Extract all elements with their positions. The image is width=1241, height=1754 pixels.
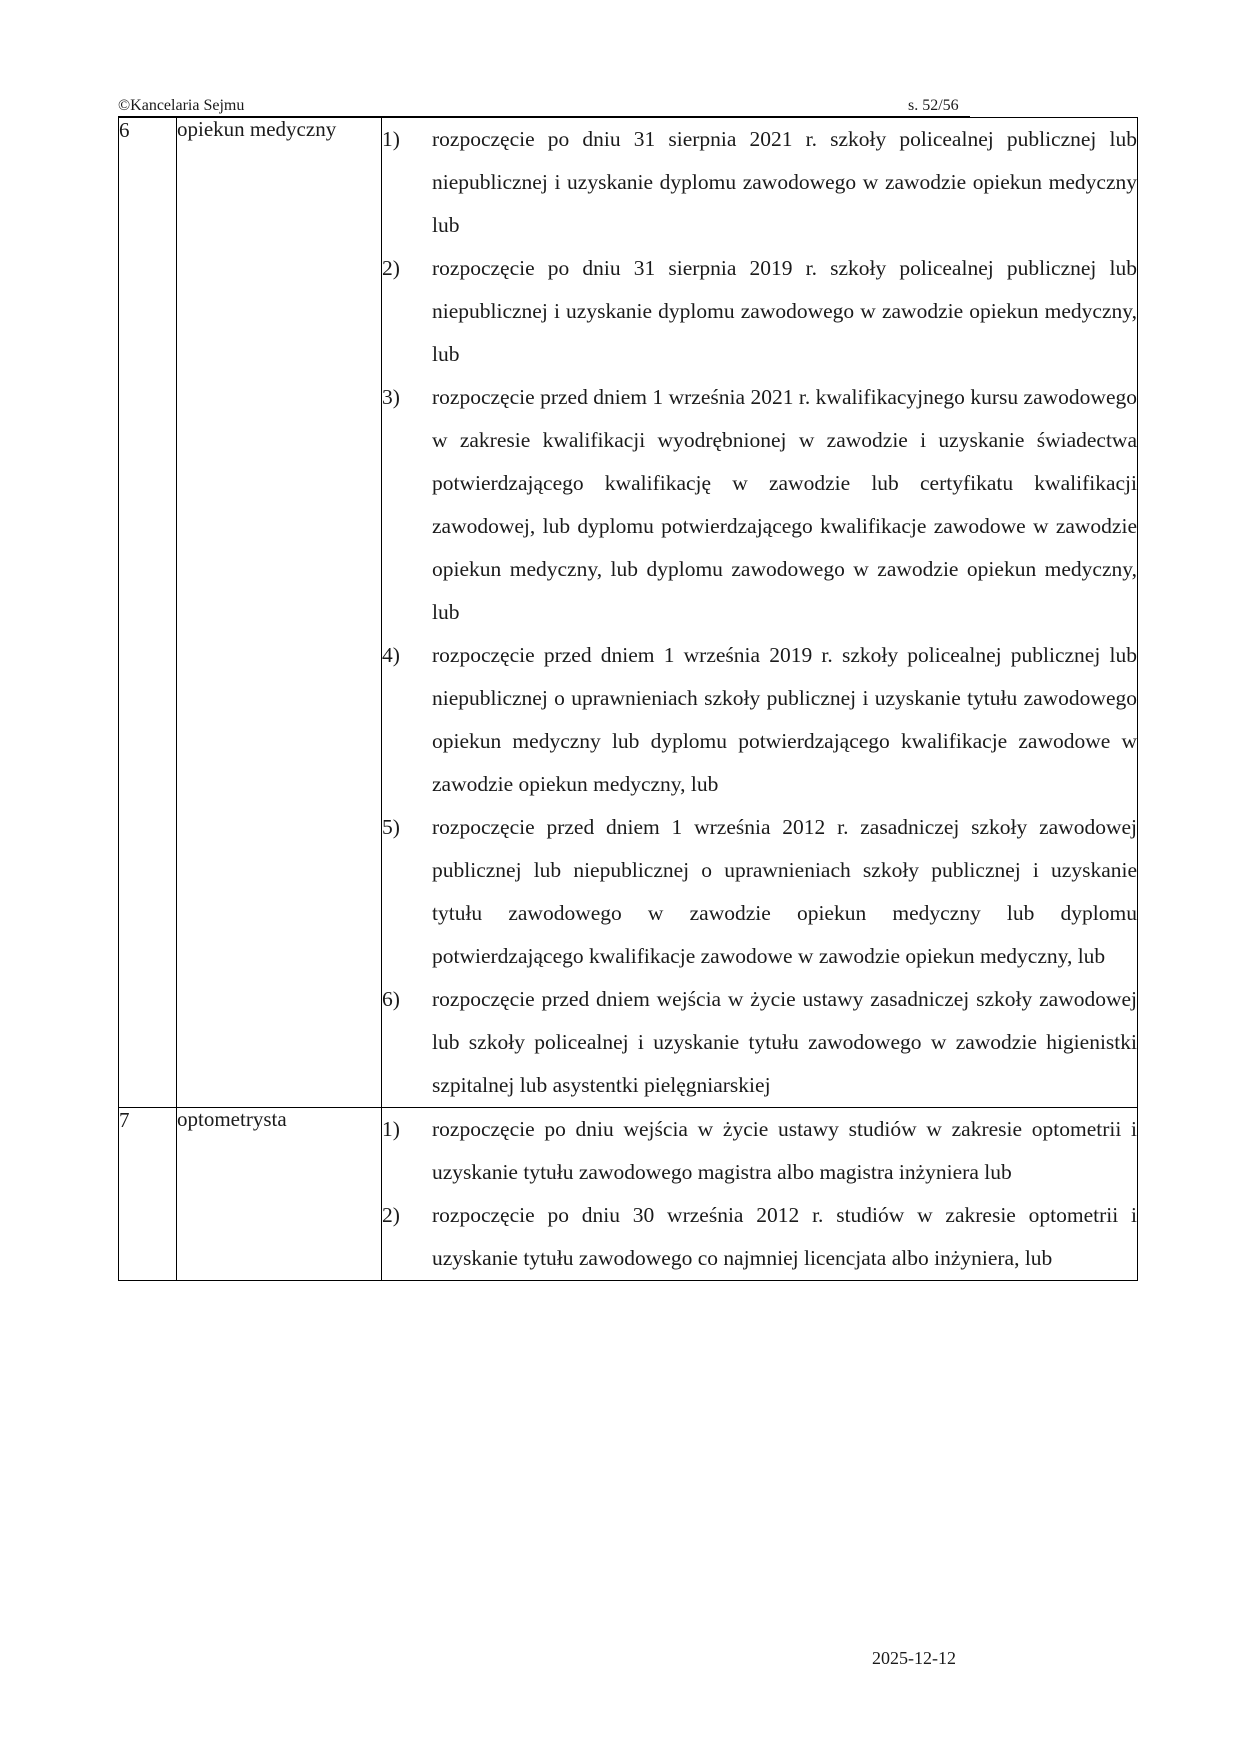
list-item (382, 118, 1137, 247)
list-item (382, 634, 1137, 806)
item-text: rozpoczęcie przed dniem wejścia w życie ustawy zasadniczej szkoły zawodowej lub szkoły policealnej i uzyskanie tytułu zawodowego w zawodzie higienistki szpitalnej lub asystentki pielęgniarskiej (432, 987, 1137, 1097)
page-number: s. 52/56 (908, 97, 959, 114)
item-text: rozpoczęcie przed dniem 1 września 2021 r. kwalifikacyjnego kursu zawodowego w zakresie kwalifikacji wyodrębnionej w zawodzie i uzyskanie świadectwa potwierdzającego kwalifikację w zawodzie lub certyfikatu kwalifikacji zawodowej, lub dyplomu potwierdzającego kwalifikacje zawodowe w zawodzie opiekun medyczny, lub dyplomu zawodowego w zawodzie opiekun medyczny, lub (432, 385, 1137, 624)
publisher-label: ©Kancelaria Sejmu (118, 97, 245, 114)
requirements-list (382, 1108, 1138, 1281)
list-item (382, 376, 1137, 634)
item-marker: 6) (382, 987, 400, 1011)
requirements-list (382, 118, 1138, 1108)
item-marker: 5) (382, 815, 400, 839)
table-row (119, 118, 1138, 1108)
profession-name: optometrysta (177, 1108, 382, 1281)
item-text: rozpoczęcie po dniu 31 sierpnia 2019 r. szkoły policealnej publicznej lub niepublicznej i uzyskanie dyplomu zawodowego w zawodzie opiekun medyczny, lub (432, 256, 1137, 366)
list-item (382, 806, 1137, 978)
profession-name: opiekun medyczny (177, 118, 382, 1108)
page-header (118, 96, 970, 117)
item-marker: 3) (382, 385, 400, 409)
document-date: 2025-12-12 (872, 1648, 956, 1668)
item-text: rozpoczęcie przed dniem 1 września 2012 r. zasadniczej szkoły zawodowej publicznej lub niepublicznej o uprawnieniach szkoły publicznej i uzyskanie tytułu zawodowego w zawodzie opiekun medyczny lub dyplomu potwierdzającego kwalifikacje zawodowe w zawodzie opiekun medyczny, lub (432, 815, 1137, 968)
item-marker: 2) (382, 1203, 400, 1227)
item-text: rozpoczęcie po dniu 30 września 2012 r. studiów w zakresie optometrii i uzyskanie tytułu zawodowego co najmniej licencjata albo inżyniera, lub (432, 1203, 1137, 1270)
row-number: 7 (119, 1108, 177, 1281)
row-number: 6 (119, 118, 177, 1108)
item-marker: 1) (382, 127, 400, 151)
item-marker: 4) (382, 643, 400, 667)
list-item (382, 978, 1137, 1107)
item-marker: 2) (382, 256, 400, 280)
item-text: rozpoczęcie po dniu wejścia w życie ustawy studiów w zakresie optometrii i uzyskanie tytułu zawodowego magistra albo magistra inżyniera lub (432, 1117, 1137, 1184)
professions-table (118, 117, 1138, 1281)
list-item (382, 247, 1137, 376)
table-row (119, 1108, 1138, 1281)
item-text: rozpoczęcie po dniu 31 sierpnia 2021 r. szkoły policealnej publicznej lub niepublicznej i uzyskanie dyplomu zawodowego w zawodzie opiekun medyczny lub (432, 127, 1137, 237)
item-text: rozpoczęcie przed dniem 1 września 2019 r. szkoły policealnej publicznej lub niepublicznej o uprawnieniach szkoły publicznej i uzyskanie tytułu zawodowego opiekun medyczny lub dyplomu potwierdzającego kwalifikacje zawodowe w zawodzie opiekun medyczny, lub (432, 643, 1137, 796)
list-item (382, 1108, 1137, 1194)
list-item (382, 1194, 1137, 1280)
item-marker: 1) (382, 1117, 400, 1141)
